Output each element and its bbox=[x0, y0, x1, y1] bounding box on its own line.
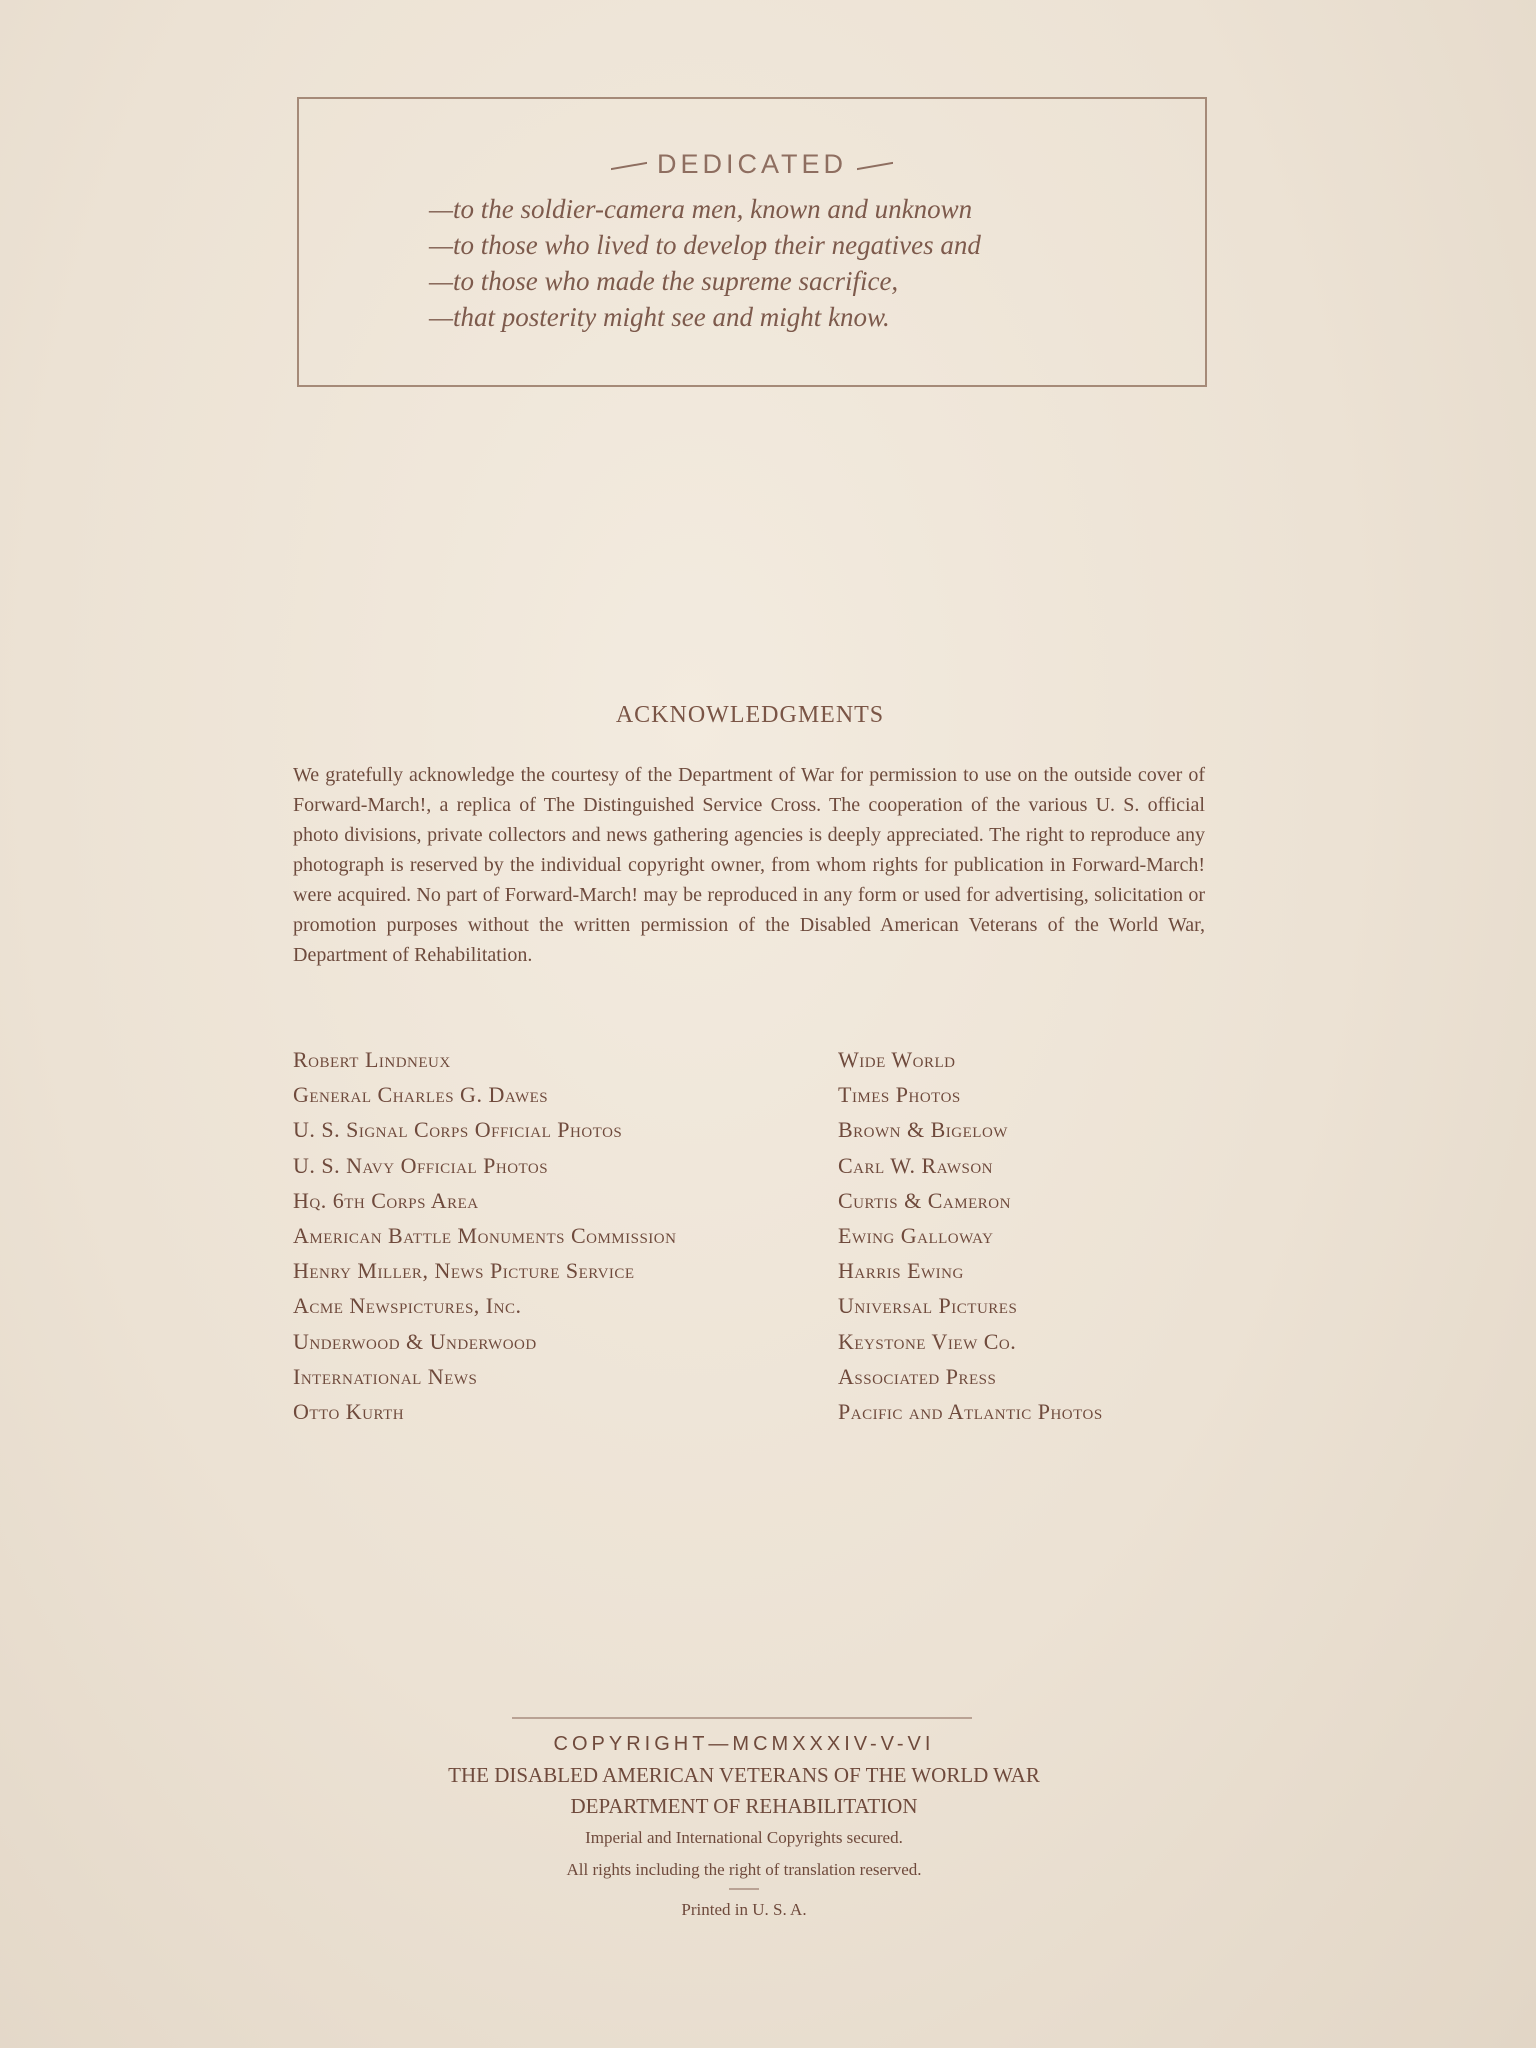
rights-notice: All rights including the right of translation reserved. bbox=[566, 1860, 922, 1879]
dedication-lines bbox=[429, 191, 981, 335]
credit-item: Acme Newspictures, Inc. bbox=[293, 1293, 522, 1319]
credit-item: U. S. Navy Official Photos bbox=[293, 1152, 549, 1178]
copyright-line: COPYRIGHT—MCMXXXIV-V-VI bbox=[553, 1733, 935, 1755]
credit-item: Keystone View Co. bbox=[838, 1328, 1017, 1354]
credit-item: Carl W. Rawson bbox=[838, 1152, 993, 1178]
credit-item: Associated Press bbox=[838, 1363, 997, 1389]
credit-item: General Charles G. Dawes bbox=[293, 1082, 549, 1108]
credit-item: Pacific and Atlantic Photos bbox=[838, 1399, 1103, 1425]
credit-item: Curtis & Cameron bbox=[838, 1187, 1011, 1213]
copyright-block bbox=[0, 1728, 1488, 1926]
credit-item: Henry Miller, News Picture Service bbox=[293, 1258, 635, 1284]
credit-item: American Battle Monuments Commission bbox=[293, 1223, 677, 1249]
dedication-heading bbox=[299, 149, 1205, 180]
dedication-line: —that posterity might see and might know. bbox=[429, 302, 890, 332]
credit-item: Brown & Bigelow bbox=[838, 1117, 1008, 1143]
small-divider bbox=[729, 1888, 759, 1890]
credit-item: Harris Ewing bbox=[838, 1258, 964, 1284]
left-swash-ornament bbox=[611, 162, 647, 170]
credit-item: Times Photos bbox=[838, 1082, 961, 1108]
credit-item: U. S. Signal Corps Official Photos bbox=[293, 1117, 623, 1143]
dedication-line: —to the soldier-camera men, known and unknown bbox=[429, 194, 973, 224]
dedication-line: —to those who lived to develop their negatives and bbox=[429, 230, 981, 260]
acknowledgments-body: We gratefully acknowledge the courtesy of the Department of War for permission to use on the outside cover of Forward-March!, a replica of The Distinguished Service Cross. The cooperation of the various U. S. official photo divisions, private collectors and news gathering agencies is deeply appreciated. The right to reproduce any photograph is reserved by the individual copyright owner, from whom rights for publication in Forward-March! were acquired. No part of Forward-March! may be reproduced in any form or used for advertising, solicitation or promotion purposes without the written permission of the Disabled American Veterans of the World War, Department of Rehabilitation. bbox=[293, 764, 1205, 966]
credit-item: Wide World bbox=[838, 1047, 956, 1072]
credit-item: Otto Kurth bbox=[293, 1399, 405, 1425]
dedication-box bbox=[297, 97, 1207, 387]
dedication-title: DEDICATED bbox=[656, 149, 847, 179]
dedication-line: —to those who made the supreme sacrifice, bbox=[429, 266, 899, 296]
credit-item: Underwood & Underwood bbox=[293, 1328, 537, 1354]
credit-item: International News bbox=[293, 1363, 478, 1389]
right-swash-ornament bbox=[857, 162, 893, 170]
credit-item: Hq. 6th Corps Area bbox=[293, 1187, 479, 1213]
acknowledgments-title: ACKNOWLEDGMENTS bbox=[615, 702, 885, 728]
publisher-department: DEPARTMENT OF REHABILITATION bbox=[570, 1794, 918, 1818]
credit-item: Robert Lindneux bbox=[293, 1047, 451, 1072]
publisher-name: THE DISABLED AMERICAN VETERANS OF THE WORLD WAR bbox=[448, 1763, 1040, 1787]
credits-right-column bbox=[838, 1042, 1103, 1429]
credits-left-column bbox=[293, 1042, 676, 1429]
copyright-divider bbox=[512, 1717, 972, 1719]
credit-item: Ewing Galloway bbox=[838, 1223, 994, 1249]
printed-in: Printed in U. S. A. bbox=[681, 1900, 807, 1919]
copyright-notice: Imperial and International Copyrights secured. bbox=[585, 1828, 903, 1847]
credit-item: Universal Pictures bbox=[838, 1293, 1018, 1319]
